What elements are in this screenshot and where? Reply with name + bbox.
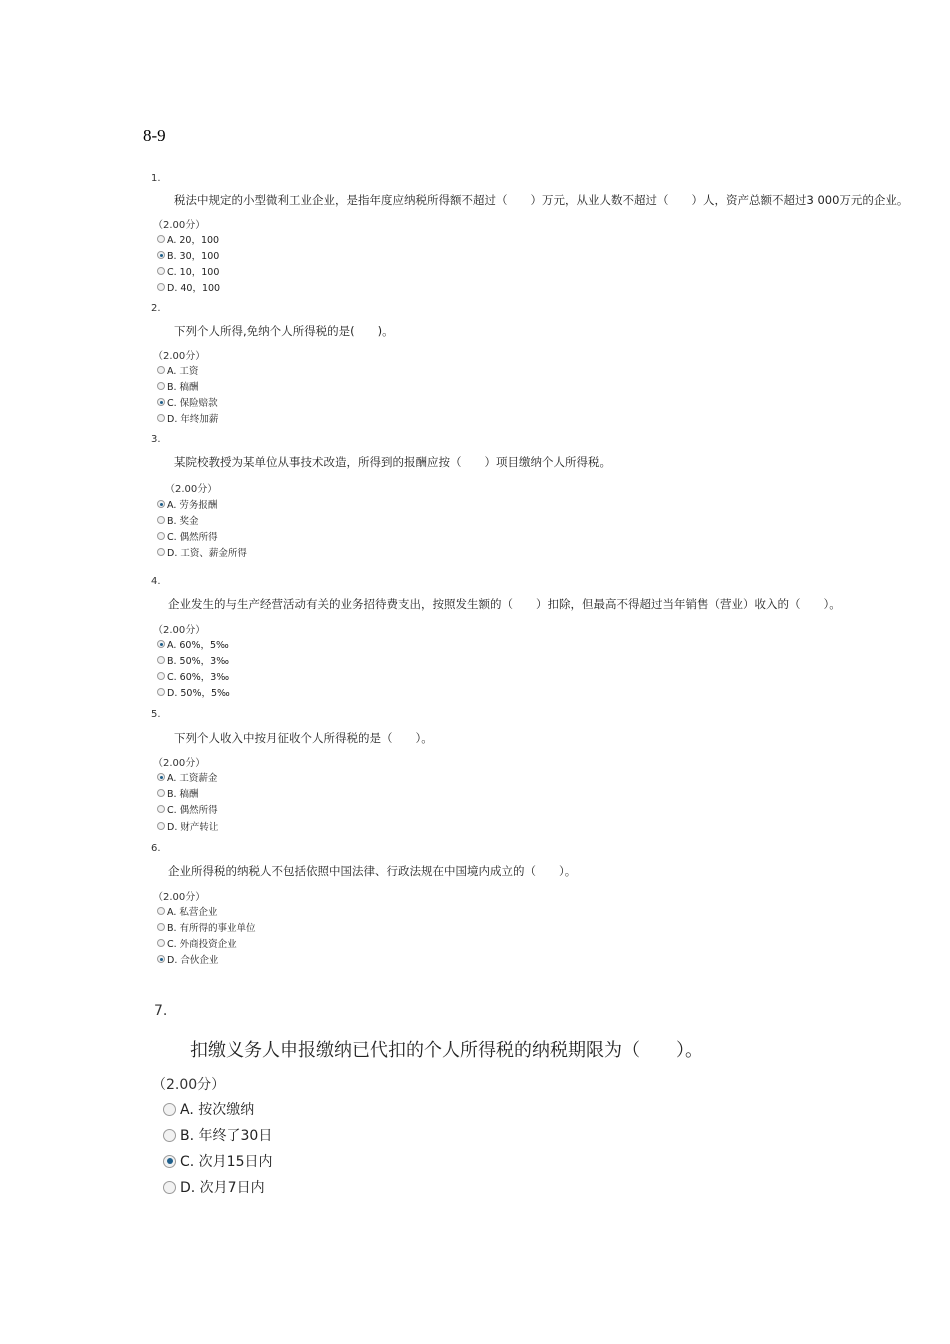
radio-button-selected[interactable] [163,1155,176,1168]
option-a[interactable] [157,637,229,651]
option-c[interactable] [157,395,218,409]
radio-button[interactable] [157,366,165,374]
radio-button[interactable] [157,672,165,680]
question-stem: 税法中规定的小型微利工业企业，是指年度应纳税所得额不超过（ ）万元，从业人数不超过（ ）人，资产总额不超过3 000万元的企业。 [174,193,909,207]
radio-button[interactable] [157,516,165,524]
radio-button-selected[interactable] [157,251,165,259]
question-score: （2.00分） [153,758,206,769]
page-title: 8-9 [143,126,166,145]
option-label: D. 50%，5‰ [167,688,230,699]
radio-button[interactable] [157,656,165,664]
question-score: （2.00分） [153,220,206,231]
question-number: 1. [151,173,161,184]
option-label: C. 次月15日内 [180,1154,273,1170]
option-label: D. 合伙企业 [167,955,219,966]
radio-button[interactable] [157,382,165,390]
question-score: （2.00分） [153,351,206,362]
question-number: 4. [151,576,161,587]
radio-button[interactable] [157,267,165,275]
question-stem: 扣缴义务人申报缴纳已代扣的个人所得税的纳税期限为（ ）。 [190,1040,703,1061]
option-b[interactable] [157,513,199,527]
option-c[interactable] [157,529,218,543]
option-d[interactable] [157,685,230,699]
option-label: A. 工资薪金 [167,773,218,784]
option-label: A. 私营企业 [167,907,218,918]
question-number: 2. [151,303,161,314]
option-label: B. 50%，3‰ [167,656,229,667]
option-b[interactable] [157,920,256,934]
option-label: D. 工资、薪金所得 [167,548,247,559]
option-c[interactable] [157,264,219,278]
option-d[interactable] [157,545,247,559]
radio-button[interactable] [157,688,165,696]
option-label: A. 劳务报酬 [167,500,218,511]
radio-button[interactable] [157,805,165,813]
question-stem: 企业发生的与生产经营活动有关的业务招待费支出，按照发生额的（ ）扣除，但最高不得超过当年销售（营业）收入的（ ）。 [168,597,841,611]
question-score: （2.00分） [165,484,218,495]
option-a[interactable] [157,363,198,377]
radio-button[interactable] [157,532,165,540]
option-label: C. 偶然所得 [167,532,218,543]
option-d[interactable] [157,411,218,425]
option-label: B. 奖金 [167,516,199,527]
radio-button-selected[interactable] [157,955,165,963]
option-label: A. 工资 [167,366,199,377]
option-a[interactable] [157,232,219,246]
option-label: C. 偶然所得 [167,805,218,816]
option-a[interactable] [163,1099,254,1119]
radio-button[interactable] [157,789,165,797]
option-a[interactable] [157,770,217,784]
option-d[interactable] [157,952,218,966]
radio-button[interactable] [163,1181,176,1194]
question-stem: 下列个人所得,免纳个人所得税的是( )。 [174,324,394,338]
radio-button[interactable] [157,414,165,422]
option-d[interactable] [157,819,218,833]
option-b[interactable] [163,1125,272,1145]
radio-button-selected[interactable] [157,398,165,406]
option-label: D. 年终加薪 [167,414,219,425]
option-label: A. 20，100 [167,235,220,246]
option-a[interactable] [157,904,217,918]
option-b[interactable] [157,786,199,800]
option-label: C. 60%，3‰ [167,672,230,683]
option-a[interactable] [157,497,217,511]
option-d[interactable] [163,1177,265,1197]
option-label: A. 60%，5‰ [167,640,229,651]
radio-button[interactable] [157,235,165,243]
radio-button[interactable] [157,283,165,291]
option-label: D. 次月7日内 [180,1180,265,1196]
option-label: B. 30，100 [167,251,220,262]
option-label: D. 40，100 [167,283,221,294]
option-label: B. 稿酬 [167,382,199,393]
question-number: 6. [151,843,161,854]
question-number: 5. [151,709,161,720]
radio-button-selected[interactable] [157,773,165,781]
option-label: A. 按次缴纳 [180,1102,255,1118]
radio-button[interactable] [157,939,165,947]
option-b[interactable] [157,653,229,667]
option-b[interactable] [157,248,219,262]
question-score: （2.00分） [153,625,206,636]
radio-button[interactable] [163,1103,176,1116]
question-number: 7. [154,1003,168,1019]
radio-button-selected[interactable] [157,500,165,508]
question-score: （2.00分） [152,1077,226,1093]
option-c[interactable] [157,669,229,683]
radio-button[interactable] [157,548,165,556]
option-b[interactable] [157,379,199,393]
option-label: D. 财产转让 [167,822,219,833]
option-label: C. 保险赔款 [167,398,218,409]
question-stem: 某院校教授为某单位从事技术改造，所得到的报酬应按（ ）项目缴纳个人所得税。 [174,455,611,469]
radio-button[interactable] [157,822,165,830]
radio-button[interactable] [157,923,165,931]
question-stem: 企业所得税的纳税人不包括依照中国法律、行政法规在中国境内成立的（ ）。 [168,864,577,878]
option-d[interactable] [157,280,220,294]
option-label: C. 10，100 [167,267,220,278]
question-number: 3. [151,434,161,445]
radio-button-selected[interactable] [157,640,165,648]
option-label: C. 外商投资企业 [167,939,237,950]
option-c[interactable] [157,802,218,816]
option-label: B. 有所得的事业单位 [167,923,256,934]
question-score: （2.00分） [153,892,206,903]
option-c[interactable] [163,1151,273,1171]
radio-button[interactable] [163,1129,176,1142]
option-label: B. 年终了30日 [180,1128,273,1144]
option-c[interactable] [157,936,237,950]
question-stem: 下列个人收入中按月征收个人所得税的是（ ）。 [174,731,433,745]
radio-button[interactable] [157,907,165,915]
option-label: B. 稿酬 [167,789,199,800]
